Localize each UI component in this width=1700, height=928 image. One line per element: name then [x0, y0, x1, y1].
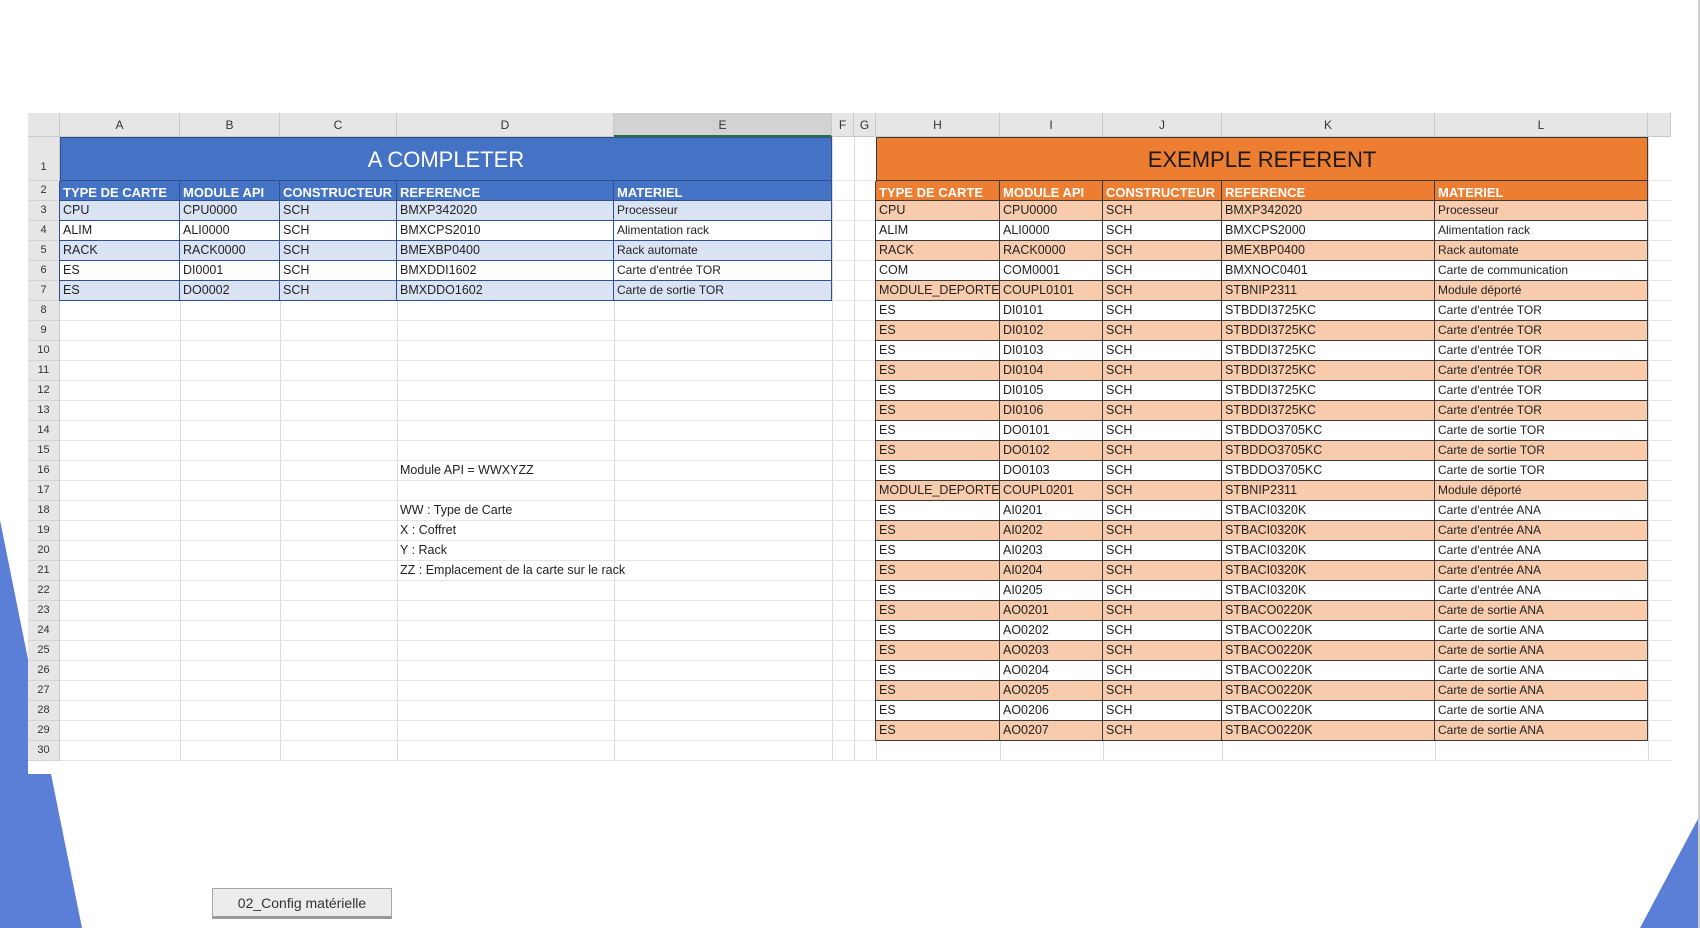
table-cell[interactable]: Carte d'entrée TOR — [1435, 321, 1648, 341]
table-cell[interactable]: SCH — [1103, 381, 1222, 401]
note-line: X : Coffret — [400, 523, 457, 537]
table-cell[interactable]: Carte de sortie ANA — [1435, 681, 1648, 701]
table-cell[interactable]: SCH — [280, 221, 397, 241]
table-cell[interactable]: RACK — [876, 241, 1000, 261]
table-cell[interactable]: DI0106 — [1000, 401, 1103, 421]
table-cell[interactable]: AO0201 — [1000, 601, 1103, 621]
table-cell[interactable]: CPU0000 — [1000, 201, 1103, 221]
table-cell[interactable]: Carte d'entrée ANA — [1435, 521, 1648, 541]
header-materiel: MATERIEL — [614, 181, 832, 201]
table-cell[interactable]: AO0205 — [1000, 681, 1103, 701]
table-cell[interactable]: SCH — [280, 261, 397, 281]
row-header-7[interactable]: 7 — [28, 281, 60, 301]
table-cell[interactable]: ALIM — [876, 221, 1000, 241]
table-cell[interactable]: ES — [876, 521, 1000, 541]
table-cell[interactable]: ES — [876, 461, 1000, 481]
table-cell[interactable]: SCH — [1103, 501, 1222, 521]
table-cell[interactable]: ES — [876, 501, 1000, 521]
table-cell[interactable]: AI0204 — [1000, 561, 1103, 581]
table-cell[interactable]: Carte d'entrée ANA — [1435, 561, 1648, 581]
table-cell[interactable]: DI0101 — [1000, 301, 1103, 321]
table-cell[interactable]: AO0202 — [1000, 621, 1103, 641]
table-cell[interactable]: CPU — [60, 201, 180, 221]
table-cell[interactable]: Carte de sortie ANA — [1435, 641, 1648, 661]
table-cell[interactable]: DO0101 — [1000, 421, 1103, 441]
table-cell[interactable]: ES — [876, 421, 1000, 441]
table-cell[interactable]: DI0001 — [180, 261, 280, 281]
table-cell[interactable]: ES — [876, 541, 1000, 561]
table-cell[interactable]: STBDDI3725KC — [1222, 381, 1435, 401]
table-cell[interactable]: ES — [876, 381, 1000, 401]
table-cell[interactable]: AI0202 — [1000, 521, 1103, 541]
gridline-horizontal — [60, 760, 1671, 761]
table-cell[interactable]: Carte de sortie ANA — [1435, 621, 1648, 641]
table-cell[interactable]: SCH — [1103, 241, 1222, 261]
table-cell[interactable]: Carte de sortie TOR — [1435, 441, 1648, 461]
select-all-corner[interactable] — [28, 113, 60, 137]
row-header-14[interactable]: 14 — [28, 421, 60, 441]
table-cell[interactable]: SCH — [1103, 621, 1222, 641]
table-cell[interactable]: MODULE_DEPORTE — [876, 281, 1000, 301]
table-cell[interactable]: STBNIP2311 — [1222, 481, 1435, 501]
note-line: Module API = WWXYZZ — [400, 463, 534, 477]
row-header-20[interactable]: 20 — [28, 541, 60, 561]
table-cell[interactable]: ES — [876, 321, 1000, 341]
row-header-23[interactable]: 23 — [28, 601, 60, 621]
row-header-16[interactable]: 16 — [28, 461, 60, 481]
row-header-12[interactable]: 12 — [28, 381, 60, 401]
table-cell[interactable]: ALIM — [60, 221, 180, 241]
table-cell[interactable]: BMXNOC0401 — [1222, 261, 1435, 281]
table-cell[interactable]: STBDDI3725KC — [1222, 401, 1435, 421]
table-cell[interactable]: SCH — [1103, 661, 1222, 681]
table-cell[interactable]: STBACI0320K — [1222, 501, 1435, 521]
row-header-11[interactable]: 11 — [28, 361, 60, 381]
table-cell[interactable]: SCH — [1103, 261, 1222, 281]
table-cell[interactable]: SCH — [1103, 521, 1222, 541]
table-cell[interactable]: STBACI0320K — [1222, 581, 1435, 601]
table-cell[interactable]: Carte d'entrée ANA — [1435, 501, 1648, 521]
row-header-2[interactable]: 2 — [28, 181, 60, 201]
table-cell[interactable]: AI0205 — [1000, 581, 1103, 601]
table-cell[interactable]: STBACI0320K — [1222, 541, 1435, 561]
table-cell[interactable]: SCH — [280, 281, 397, 301]
table-cell[interactable]: SCH — [1103, 581, 1222, 601]
table-cell[interactable]: ES — [876, 601, 1000, 621]
table-cell[interactable]: ES — [876, 681, 1000, 701]
table-cell[interactable]: ES — [876, 721, 1000, 741]
table-cell[interactable]: ES — [876, 621, 1000, 641]
column-header-h[interactable]: H — [876, 113, 1000, 137]
table-cell[interactable]: SCH — [1103, 541, 1222, 561]
table-cell[interactable]: STBACI0320K — [1222, 561, 1435, 581]
table-cell[interactable]: DO0103 — [1000, 461, 1103, 481]
table-cell[interactable]: DO0102 — [1000, 441, 1103, 461]
table-cell[interactable]: SCH — [1103, 481, 1222, 501]
table-cell[interactable]: DI0103 — [1000, 341, 1103, 361]
table-cell[interactable]: SCH — [1103, 201, 1222, 221]
row-header-1[interactable]: 1 — [28, 137, 60, 181]
column-header-k[interactable]: K — [1222, 113, 1435, 137]
column-header-g[interactable]: G — [854, 113, 876, 137]
row-header-17[interactable]: 17 — [28, 481, 60, 501]
table-cell[interactable]: COUPL0101 — [1000, 281, 1103, 301]
header-type-de-carte: TYPE DE CARTE — [60, 181, 180, 201]
table-cell[interactable]: ES — [876, 641, 1000, 661]
table-cell[interactable]: BMEXBP0400 — [1222, 241, 1435, 261]
row-header-28[interactable]: 28 — [28, 701, 60, 721]
table-cell[interactable]: ES — [60, 281, 180, 301]
row-header-8[interactable]: 8 — [28, 301, 60, 321]
table-cell[interactable]: BMXCPS2010 — [397, 221, 614, 241]
table-cell[interactable]: BMEXBP0400 — [397, 241, 614, 261]
table-cell[interactable]: Carte de sortie ANA — [1435, 601, 1648, 621]
table-cell[interactable]: RACK0000 — [1000, 241, 1103, 261]
header-module-api: MODULE API — [1000, 181, 1103, 201]
column-header-filler — [1648, 113, 1671, 137]
row-header-25[interactable]: 25 — [28, 641, 60, 661]
row-header-21[interactable]: 21 — [28, 561, 60, 581]
header-module-api: MODULE API — [180, 181, 280, 201]
table-cell[interactable]: STBACI0320K — [1222, 521, 1435, 541]
table-cell[interactable]: SCH — [1103, 441, 1222, 461]
table-cell[interactable]: ES — [876, 361, 1000, 381]
table-cell[interactable]: Alimentation rack — [1435, 221, 1648, 241]
row-header-6[interactable]: 6 — [28, 261, 60, 281]
table-cell[interactable]: DI0105 — [1000, 381, 1103, 401]
row-header-4[interactable]: 4 — [28, 221, 60, 241]
table-cell[interactable]: Carte de sortie TOR — [1435, 461, 1648, 481]
table-cell[interactable]: SCH — [1103, 421, 1222, 441]
table-cell[interactable]: ES — [876, 661, 1000, 681]
table-cell[interactable]: Alimentation rack — [614, 221, 832, 241]
table-cell[interactable]: SCH — [1103, 401, 1222, 421]
table-cell[interactable]: CPU — [876, 201, 1000, 221]
table-cell[interactable]: ES — [876, 301, 1000, 321]
table-cell[interactable]: SCH — [1103, 681, 1222, 701]
gridline-vertical — [854, 137, 855, 761]
table-cell[interactable]: Carte d'entrée TOR — [614, 261, 832, 281]
row-header-30[interactable]: 30 — [28, 741, 60, 761]
table-cell[interactable]: STBDDO3705KC — [1222, 421, 1435, 441]
table-cell[interactable]: SCH — [1103, 301, 1222, 321]
column-header-a[interactable]: A — [60, 113, 180, 137]
table-cell[interactable]: SCH — [1103, 361, 1222, 381]
table-cell[interactable]: STBDDI3725KC — [1222, 341, 1435, 361]
table-cell[interactable]: BMXDDO1602 — [397, 281, 614, 301]
table-cell[interactable]: STBACO0220K — [1222, 681, 1435, 701]
table-cell[interactable]: STBDDO3705KC — [1222, 461, 1435, 481]
column-header-i[interactable]: I — [1000, 113, 1103, 137]
table-cell[interactable]: BMXP342020 — [1222, 201, 1435, 221]
table-cell[interactable]: Carte d'entrée TOR — [1435, 341, 1648, 361]
table-cell[interactable]: CPU0000 — [180, 201, 280, 221]
column-header-e[interactable]: E — [614, 113, 832, 137]
table-cell[interactable]: SCH — [1103, 561, 1222, 581]
table-cell[interactable]: SCH — [1103, 601, 1222, 621]
table-cell[interactable]: AI0201 — [1000, 501, 1103, 521]
row-header-27[interactable]: 27 — [28, 681, 60, 701]
table-cell[interactable]: AO0203 — [1000, 641, 1103, 661]
row-header-5[interactable]: 5 — [28, 241, 60, 261]
gridline-vertical — [1648, 137, 1649, 761]
table-cell[interactable]: ES — [876, 401, 1000, 421]
table-cell[interactable]: STBACO0220K — [1222, 601, 1435, 621]
header-reference: REFERENCE — [397, 181, 614, 201]
table-cell[interactable]: Rack automate — [614, 241, 832, 261]
table-cell[interactable]: AO0207 — [1000, 721, 1103, 741]
table-cell[interactable]: SCH — [280, 241, 397, 261]
header-reference: REFERENCE — [1222, 181, 1435, 201]
table-cell[interactable]: Carte d'entrée TOR — [1435, 401, 1648, 421]
table-cell[interactable]: SCH — [1103, 321, 1222, 341]
table-cell[interactable]: Carte de sortie TOR — [614, 281, 832, 301]
note-line: ZZ : Emplacement de la carte sur le rack — [400, 563, 626, 577]
table-cell[interactable]: SCH — [1103, 701, 1222, 721]
row-header-18[interactable]: 18 — [28, 501, 60, 521]
column-header-c[interactable]: C — [280, 113, 397, 137]
sheet-tab-config-materielle[interactable]: 02_Config matérielle — [212, 888, 392, 919]
table-cell[interactable]: BMXP342020 — [397, 201, 614, 221]
table-cell[interactable]: STBACO0220K — [1222, 641, 1435, 661]
table-cell[interactable]: ES — [876, 581, 1000, 601]
column-header-l[interactable]: L — [1435, 113, 1648, 137]
row-header-3[interactable]: 3 — [28, 201, 60, 221]
table-cell[interactable]: Module déporté — [1435, 481, 1648, 501]
table-cell[interactable]: Module déporté — [1435, 281, 1648, 301]
table-cell[interactable]: Carte d'entrée TOR — [1435, 361, 1648, 381]
table-cell[interactable]: SCH — [280, 201, 397, 221]
table-cell[interactable]: BMXCPS2000 — [1222, 221, 1435, 241]
table-cell[interactable]: Carte de communication — [1435, 261, 1648, 281]
table-cell[interactable]: Processeur — [1435, 201, 1648, 221]
table-cell[interactable]: Carte d'entrée ANA — [1435, 581, 1648, 601]
column-header-f[interactable]: F — [832, 113, 854, 137]
row-header-26[interactable]: 26 — [28, 661, 60, 681]
table-cell[interactable]: Carte d'entrée ANA — [1435, 541, 1648, 561]
table-cell[interactable]: AO0204 — [1000, 661, 1103, 681]
table-cell[interactable]: SCH — [1103, 641, 1222, 661]
table-title-exemple-referent: EXEMPLE REFERENT — [876, 137, 1648, 181]
row-header-29[interactable]: 29 — [28, 721, 60, 741]
row-header-19[interactable]: 19 — [28, 521, 60, 541]
table-cell[interactable]: SCH — [1103, 721, 1222, 741]
table-cell[interactable]: ALI0000 — [180, 221, 280, 241]
table-title-a-completer: A COMPLETER — [60, 137, 832, 181]
table-cell[interactable]: DI0104 — [1000, 361, 1103, 381]
column-header-d[interactable]: D — [397, 113, 614, 137]
table-cell[interactable]: COM — [876, 261, 1000, 281]
table-cell[interactable]: DI0102 — [1000, 321, 1103, 341]
table-cell[interactable]: STBDDO3705KC — [1222, 441, 1435, 461]
table-cell[interactable]: STBNIP2311 — [1222, 281, 1435, 301]
table-cell[interactable]: Carte de sortie ANA — [1435, 661, 1648, 681]
row-header-15[interactable]: 15 — [28, 441, 60, 461]
table-cell[interactable]: Carte de sortie TOR — [1435, 421, 1648, 441]
table-cell[interactable]: ES — [60, 261, 180, 281]
table-cell[interactable]: STBACO0220K — [1222, 721, 1435, 741]
table-cell[interactable]: AO0206 — [1000, 701, 1103, 721]
table-cell[interactable]: Carte de sortie ANA — [1435, 701, 1648, 721]
header-materiel: MATERIEL — [1435, 181, 1648, 201]
table-cell[interactable]: ES — [876, 561, 1000, 581]
table-cell[interactable]: COM0001 — [1000, 261, 1103, 281]
table-cell[interactable]: BMXDDI1602 — [397, 261, 614, 281]
table-cell[interactable]: SCH — [1103, 281, 1222, 301]
table-cell[interactable]: MODULE_DEPORTE — [876, 481, 1000, 501]
column-header-j[interactable]: J — [1103, 113, 1222, 137]
note-line: Y : Rack — [400, 543, 448, 557]
gridline-vertical — [832, 137, 833, 761]
table-cell[interactable]: RACK — [60, 241, 180, 261]
header-constructeur: CONSTRUCTEUR — [280, 181, 397, 201]
table-cell[interactable]: DO0002 — [180, 281, 280, 301]
table-cell[interactable]: ES — [876, 341, 1000, 361]
table-cell[interactable]: ES — [876, 441, 1000, 461]
table-cell[interactable]: Rack automate — [1435, 241, 1648, 261]
table-cell[interactable]: SCH — [1103, 461, 1222, 481]
table-cell[interactable]: ES — [876, 701, 1000, 721]
table-cell[interactable]: STBACO0220K — [1222, 621, 1435, 641]
table-cell[interactable]: AI0203 — [1000, 541, 1103, 561]
table-cell[interactable]: STBDDI3725KC — [1222, 361, 1435, 381]
table-cell[interactable]: Processeur — [614, 201, 832, 221]
column-header-b[interactable]: B — [180, 113, 280, 137]
row-header-24[interactable]: 24 — [28, 621, 60, 641]
table-cell[interactable]: Carte de sortie ANA — [1435, 721, 1648, 741]
note-line: WW : Type de Carte — [400, 503, 513, 517]
table-cell[interactable]: STBDDI3725KC — [1222, 301, 1435, 321]
table-cell[interactable]: STBACO0220K — [1222, 661, 1435, 681]
table-cell[interactable]: COUPL0201 — [1000, 481, 1103, 501]
table-cell[interactable]: STBACO0220K — [1222, 701, 1435, 721]
row-header-10[interactable]: 10 — [28, 341, 60, 361]
header-type-de-carte: TYPE DE CARTE — [876, 181, 1000, 201]
table-cell[interactable]: RACK0000 — [180, 241, 280, 261]
table-cell[interactable]: SCH — [1103, 341, 1222, 361]
table-cell[interactable]: Carte d'entrée TOR — [1435, 381, 1648, 401]
spreadsheet-grid[interactable] — [28, 113, 1671, 774]
row-header-9[interactable]: 9 — [28, 321, 60, 341]
row-header-13[interactable]: 13 — [28, 401, 60, 421]
table-cell[interactable]: Carte d'entrée TOR — [1435, 301, 1648, 321]
header-constructeur: CONSTRUCTEUR — [1103, 181, 1222, 201]
row-header-22[interactable]: 22 — [28, 581, 60, 601]
table-cell[interactable]: ALI0000 — [1000, 221, 1103, 241]
table-cell[interactable]: STBDDI3725KC — [1222, 321, 1435, 341]
table-cell[interactable]: SCH — [1103, 221, 1222, 241]
